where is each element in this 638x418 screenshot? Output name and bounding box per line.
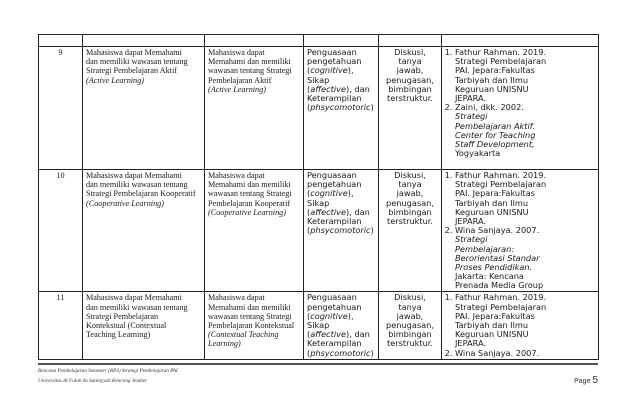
cell-line: Kontekstual (Contextual: [86, 321, 167, 330]
cell-line: Memahami dan memiliki: [208, 302, 291, 312]
italic-term: affective: [310, 329, 347, 340]
page-label: Page: [574, 378, 591, 385]
cell-line: Keterampilan: [307, 215, 362, 226]
table-row: [39, 35, 599, 47]
cell-line: pengetahuan: [307, 179, 362, 190]
table-cell: [442, 35, 599, 47]
reference-item: [455, 48, 595, 103]
table-cell: [39, 35, 83, 47]
reference-line: PAI. Jepara:Fakultas: [455, 188, 535, 199]
method-cell: [379, 170, 442, 292]
cell-line: wawasan tentang Strategi: [208, 189, 292, 199]
cell-line: Mahasiswa dapat: [208, 48, 265, 57]
reference-line: Strategi Pembelajaran: [455, 56, 547, 67]
references-cell: [442, 170, 599, 292]
reference-line: JEPARA.: [455, 215, 487, 226]
table-cell: [379, 35, 442, 47]
table-cell: [83, 35, 205, 47]
cell-line: (cognitive), Sikap: [307, 188, 354, 208]
cell-line: Memahami dan memiliki: [208, 180, 291, 190]
reference-line: Jakarta: Kencana: [455, 271, 524, 282]
reference-item: [455, 349, 595, 358]
method-cell: [379, 47, 442, 170]
cell-line: Mahasiswa dapat: [208, 293, 265, 303]
cell-line: terstruktur.: [386, 215, 433, 226]
cell-line: dan memiliki wawasan tentang: [86, 180, 188, 190]
row-number: 10: [39, 170, 83, 292]
cell-line: Strategi Pembelajaran: [86, 311, 159, 321]
competency-cell: [205, 170, 304, 292]
table-row: [39, 292, 599, 359]
page-number-value: 5: [592, 375, 598, 386]
table-cell: [205, 35, 304, 47]
method-cell: [379, 292, 442, 359]
cell-line: penugasan,: [386, 197, 434, 208]
cell-line: bimbingan: [388, 206, 432, 217]
cell-line: jawab,: [396, 65, 424, 76]
cell-italic-line: (Active Learning): [86, 75, 144, 85]
reference-line: Tarbiyah dan Ilmu: [455, 197, 529, 208]
reference-item: [455, 103, 595, 158]
indicator-cell: [304, 47, 379, 170]
indicator-cell: [304, 170, 379, 292]
cell-line: jawab,: [396, 310, 424, 321]
cell-line: Teaching Learning): [86, 330, 151, 340]
italic-term: cognitive: [310, 65, 348, 76]
reference-line: Keguruan UNISNU: [455, 329, 529, 340]
cell-line: (cognitive), Sikap: [307, 310, 354, 330]
table-row: [39, 170, 599, 292]
reference-line: 1. Fathur Rahman. 2019.: [455, 170, 547, 180]
cell-line: bimbingan: [388, 329, 432, 340]
reference-line: JEPARA.: [455, 92, 487, 103]
cell-line: (cognitive), Sikap: [307, 65, 354, 85]
cell-italic-line: (Cooperative Learning): [208, 207, 286, 217]
reference-line: Pembelajaran Aktif.: [455, 120, 536, 131]
reference-line: 2. Zaini, dkk. 2002.: [455, 102, 524, 113]
cell-line: Pembelajaran Kontekstual: [208, 321, 295, 330]
reference-line: Staff Development,: [455, 138, 535, 149]
cell-line: dan memiliki wawasan tentang: [86, 57, 188, 67]
italic-term: cognitive: [310, 188, 348, 199]
row-number: 9: [39, 47, 83, 170]
cell-line: Strategi Pembelajaran Aktif: [86, 66, 177, 76]
reference-line: 1. Fathur Rahman. 2019.: [455, 292, 547, 303]
cell-line: Penguasaan: [307, 47, 357, 57]
italic-term: cognitive: [310, 310, 348, 321]
italic-term: affective: [310, 206, 347, 217]
cell-line: Mahasiswa dapat Memahami: [86, 171, 182, 180]
cell-line: (affective), dan: [307, 329, 370, 340]
italic-term: phsycomotoric: [310, 347, 371, 358]
page-number: [574, 375, 598, 386]
footer-university: Universitas Al Falah As Sunniyyah Kencong Jember: [38, 378, 148, 384]
table-row: [39, 47, 599, 170]
learning-outcome-cell: [83, 170, 205, 292]
reference-line: Keguruan UNISNU: [455, 206, 529, 217]
cell-line: Keterampilan: [307, 92, 362, 103]
reference-line: Proses Pendidikan.: [455, 261, 533, 272]
cell-line: Penguasaan: [307, 292, 357, 303]
cell-line: Strategi Pembelajaran Kooperatif: [86, 189, 196, 199]
cell-line: dan memiliki wawasan tentang: [86, 302, 188, 312]
reference-line: 2. Wina Sanjaya. 2007.: [455, 225, 540, 236]
cell-line: terstruktur.: [386, 338, 433, 349]
reference-line: 2. Wina Sanjaya. 2007.: [455, 347, 540, 358]
reference-line: Strategi Pembelajaran: [455, 301, 547, 312]
references-cell: [442, 47, 599, 170]
reference-line: Strategi Pembelajaran: [455, 179, 547, 190]
cell-line: Diskusi, tanya: [394, 170, 426, 190]
row-number: 11: [39, 292, 83, 359]
cell-line: (affective), dan: [307, 206, 370, 217]
reference-item: [455, 226, 595, 290]
rps-table: [38, 34, 599, 360]
learning-outcome-cell: [83, 292, 205, 359]
cell-line: Mahasiswa dapat Memahami: [86, 48, 182, 57]
cell-line: Keterampilan: [307, 338, 362, 349]
cell-line: Pembelajaran Aktif: [208, 75, 272, 85]
cell-line: Memahami dan memiliki: [208, 57, 291, 67]
reference-line: Strategi: [455, 234, 488, 245]
reference-list: [445, 171, 595, 290]
cell-line: wawasan tentang Strategi: [208, 311, 292, 321]
competency-cell: [205, 47, 304, 170]
reference-line: Tarbiyah dan Ilmu: [455, 320, 529, 330]
cell-italic-line: (Cooperative Learning): [86, 198, 164, 208]
competency-cell: [205, 292, 304, 359]
reference-line: Keguruan UNISNU: [455, 83, 529, 94]
reference-line: Prenada Media Group: [455, 280, 544, 291]
cell-line: (phsycomotoric): [307, 347, 374, 358]
reference-line: Strategi: [455, 111, 488, 122]
cell-line: terstruktur.: [386, 92, 433, 103]
cell-line: Diskusi, tanya: [394, 47, 426, 67]
reference-line: Yogyakarta: [455, 148, 501, 159]
indicator-cell: [304, 292, 379, 359]
cell-line: Mahasiswa dapat Memahami: [86, 293, 182, 303]
cell-line: pengetahuan: [307, 56, 362, 67]
reference-line: Pembelajaran:: [455, 243, 515, 254]
cell-line: Penguasaan: [307, 170, 357, 180]
reference-line: PAI. Jepara:Fakultas: [455, 65, 535, 76]
reference-line: Berorientasi Standar: [455, 252, 540, 263]
footer-document-title: Rencana Pembelajaran Semester (RPS) Strategi Pembelajaran PAI: [38, 368, 178, 374]
italic-term: phsycomotoric: [310, 102, 371, 113]
reference-item: [455, 293, 595, 348]
references-cell: [442, 292, 599, 359]
reference-line: 1. Fathur Rahman. 2019.: [455, 47, 547, 57]
learning-outcome-cell: [83, 47, 205, 170]
reference-list: [445, 48, 595, 158]
cell-line: (affective), dan: [307, 83, 370, 94]
cell-line: wawasan tentang Strategi: [208, 66, 292, 76]
reference-line: JEPARA.: [455, 338, 487, 349]
cell-line: (phsycomotoric): [307, 102, 374, 113]
cell-line: Mahasiswa dapat: [208, 171, 265, 180]
italic-term: phsycomotoric: [310, 225, 371, 236]
cell-line: (phsycomotoric): [307, 225, 374, 236]
cell-line: Diskusi, tanya: [394, 292, 426, 312]
cell-line: penugasan,: [386, 74, 434, 85]
reference-line: Center for Teaching: [455, 129, 536, 140]
cell-line: pengetahuan: [307, 301, 362, 312]
cell-italic-line: (Contextual Teaching Learning): [208, 330, 279, 349]
reference-line: PAI. Jepara:Fakultas: [455, 310, 535, 321]
reference-item: [455, 171, 595, 226]
footer-divider: [38, 363, 598, 365]
cell-line: bimbingan: [388, 83, 432, 94]
cell-line: penugasan,: [386, 320, 434, 330]
cell-italic-line: (Active Learning): [208, 84, 266, 94]
reference-line: Tarbiyah dan Ilmu: [455, 74, 529, 85]
cell-line: Pembelajaran Kooperatif: [208, 198, 291, 208]
cell-line: jawab,: [396, 188, 424, 199]
italic-term: affective: [310, 83, 347, 94]
reference-list: [445, 293, 595, 357]
table-cell: [304, 35, 379, 47]
